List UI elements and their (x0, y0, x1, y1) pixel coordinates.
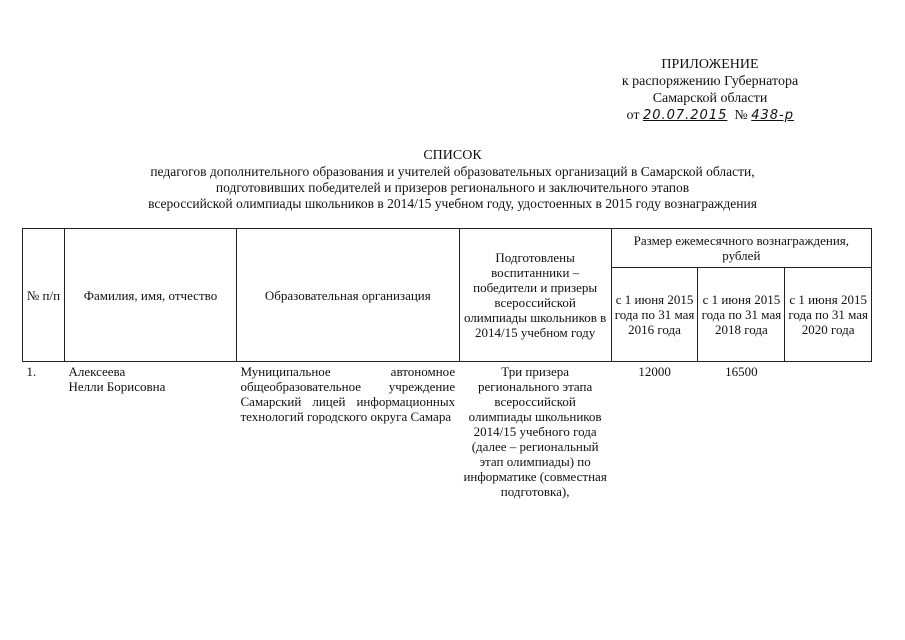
row-prepared: Три призера регионального этапа всероссийской олимпиады школьников 2014/15 учебного года (далее – региональный этап олимпиады) по информатике (совместная подготовка), (463, 364, 607, 499)
appendix-line-1: к распоряжению Губернатора (621, 74, 799, 89)
header-period-1: с 1 июня 2015 года по 31 мая 2016 года (611, 268, 698, 362)
row-period-1: 12000 (638, 364, 671, 379)
table-row (23, 362, 872, 502)
row-num: 1. (26, 364, 37, 379)
document-heading: СПИСОК (423, 148, 482, 163)
document-subtitle-line: подготовивших победителей и призеров регионального и заключительного этапов (215, 180, 690, 195)
header-reward: Размер ежемесячного вознаграждения, рублей (611, 229, 871, 268)
row-period-3 (785, 362, 872, 502)
appendix-title: ПРИЛОЖЕНИЕ (661, 57, 759, 72)
document-subtitle-line: педагогов дополнительного образования и учителей образовательных организаций в Самарской области, (150, 164, 755, 179)
header-num: № п/п (23, 229, 65, 362)
from-label: от (626, 108, 640, 123)
row-name (64, 362, 236, 502)
row-surname: Алексеева (68, 364, 126, 379)
header-prepared: Подготовлены воспитанники – победители и призеры всероссийской олимпиады школьников в 2014/15 учебном году (459, 229, 611, 362)
header-org: Образовательная организация (237, 229, 460, 362)
document-date: 20.07.2015 (642, 108, 728, 123)
appendix-signature-line (560, 107, 860, 124)
document-number: 438-р (751, 108, 794, 123)
awards-table (22, 228, 872, 501)
header-name: Фамилия, имя, отчество (64, 229, 236, 362)
appendix-block (560, 56, 860, 124)
header-period-3: с 1 июня 2015 года по 31 мая 2020 года (785, 268, 872, 362)
appendix-line-2: Самарской области (652, 91, 768, 106)
document-title-block (40, 148, 865, 212)
header-period-2: с 1 июня 2015 года по 31 мая 2018 года (698, 268, 785, 362)
document-subtitle-line: всероссийской олимпиады школьников в 2014/15 учебном году, удостоенных в 2015 году вознаграждения (148, 196, 757, 211)
row-given-name: Нелли Борисовна (68, 379, 166, 394)
row-period-2: 16500 (725, 364, 758, 379)
number-label: № (734, 108, 748, 123)
row-org: Муниципальное автономное общеобразовательное учреждение Самарский лицей информационных технологий городского округа Самара (240, 364, 456, 424)
